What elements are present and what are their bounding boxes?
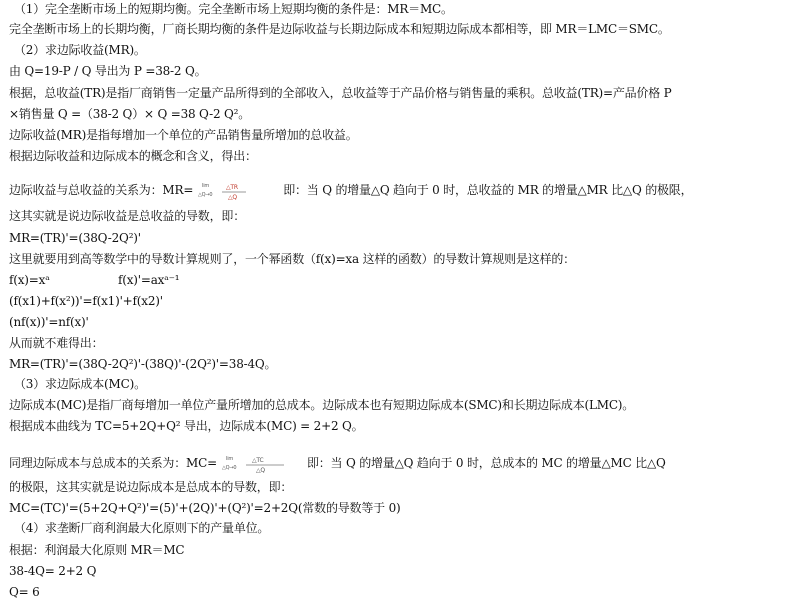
svg-text:△TR: △TR xyxy=(226,183,239,191)
mr-relation-line xyxy=(9,181,692,199)
paragraph-conclusion-intro: 从而就不难得出： xyxy=(9,336,104,350)
mc-relation-text: 同理边际成本与总成本的关系为：MC= xyxy=(9,456,217,470)
formula-power-function: f(x)=xᵃ xyxy=(9,273,50,287)
paragraph-concept-intro: 根据边际收益和边际成本的概念和含义，得出： xyxy=(9,149,257,163)
formula-constant-rule: (nf(x))'=nf(x)' xyxy=(9,315,89,329)
paragraph-mc-derivative: 的极限，这其实就是说边际成本是总成本的导数，即： xyxy=(9,480,293,494)
formula-sum-rule: (f(x1)+f(x²))'=f(x1)'+f(x2)' xyxy=(9,294,163,308)
svg-text:△Q: △Q xyxy=(255,466,265,474)
paragraph-mr-derivative: 这其实就是说边际收益是总收益的导数，即： xyxy=(9,209,246,223)
paragraph-marginal-cost-definition: 边际成本(MC)是指厂商每增加一单位产量所增加的总成本。边际成本也有短期边际成本(SMC)和长期边际成本(LMC)。 xyxy=(9,398,635,412)
formula-equation: 38-4Q= 2+2 Q xyxy=(9,564,97,578)
paragraph-power-rule-intro: 这里就要用到高等数学中的导数计算规则了，一个幂函数（f(x)=xa 这样的函数）的导数计算规则是这样的： xyxy=(9,252,575,266)
svg-text:△Q: △Q xyxy=(228,193,238,201)
heading-short-run-equilibrium: （1）完全垄断市场上的短期均衡。完全垄断市场上短期均衡的条件是：MR＝MC。 xyxy=(14,2,453,16)
svg-text:lim: lim xyxy=(225,455,233,462)
svg-text:△Q→0: △Q→0 xyxy=(198,191,213,198)
svg-text:△TC: △TC xyxy=(251,456,264,464)
paragraph-cost-curve: 根据成本曲线为 TC=5+2Q+Q² 导出，边际成本(MC) = 2+2 Q。 xyxy=(9,419,364,433)
formula-power-derivative: f(x)'=axᵃ⁻¹ xyxy=(118,273,180,287)
mr-limit-formula-image xyxy=(196,183,266,199)
paragraph-total-revenue-formula: ×销售量 Q =（38-2 Q）× Q =38 Q-2 Q²。 xyxy=(9,107,251,121)
formula-mr-result: MR=(TR)'=(38Q-2Q²)'-(38Q)'-(2Q²)'=38-4Q。 xyxy=(9,357,277,371)
paragraph-long-run-equilibrium: 完全垄断市场上的长期均衡，厂商长期均衡的条件是边际收益与长期边际成本和短期边际成本都相等，即 MR＝LMC＝SMC。 xyxy=(9,22,670,36)
mc-limit-explanation: 即：当 Q 的增量△Q 趋向于 0 时，总成本的 MC 的增量△MC 比△Q xyxy=(306,456,666,470)
mc-relation-line xyxy=(9,454,666,472)
heading-profit-maximization: （4）求垄断厂商利润最大化原则下的产量单位。 xyxy=(14,521,270,535)
formula-solution: Q= 6 xyxy=(9,585,40,599)
heading-marginal-cost: （3）求边际成本(MC)。 xyxy=(14,377,146,391)
paragraph-profit-rule: 根据：利润最大化原则 MR＝MC xyxy=(9,543,185,557)
mr-limit-explanation: 即：当 Q 的增量△Q 趋向于 0 时，总收益的 MR 的增量△MR 比△Q 的极限， xyxy=(283,183,693,197)
mr-relation-text: 边际收益与总收益的关系为：MR= xyxy=(9,183,194,197)
formula-mr-tr: MR=(TR)'=(38Q-2Q²)' xyxy=(9,231,141,245)
paragraph-marginal-revenue-definition: 边际收益(MR)是指每增加一个单位的产品销售量所增加的总收益。 xyxy=(9,128,358,142)
mc-limit-formula-image xyxy=(220,456,290,472)
paragraph-demand-derivation: 由 Q=19-P / Q 导出为 P =38-2 Q。 xyxy=(9,64,207,78)
paragraph-total-revenue-definition: 根据，总收益(TR)是指厂商销售一定量产品所得到的全部收入，总收益等于产品价格与销售量的乘积。总收益(TR)=产品价格 P xyxy=(9,86,672,100)
svg-text:△Q→0: △Q→0 xyxy=(221,464,237,471)
heading-marginal-revenue: （2）求边际收益(MR)。 xyxy=(14,43,146,57)
svg-text:lim: lim xyxy=(202,182,210,189)
formula-mc-result: MC=(TC)'=(5+2Q+Q²)'=(5)'+(2Q)'+(Q²)'=2+2Q(常数的导数等于 0) xyxy=(9,501,401,515)
